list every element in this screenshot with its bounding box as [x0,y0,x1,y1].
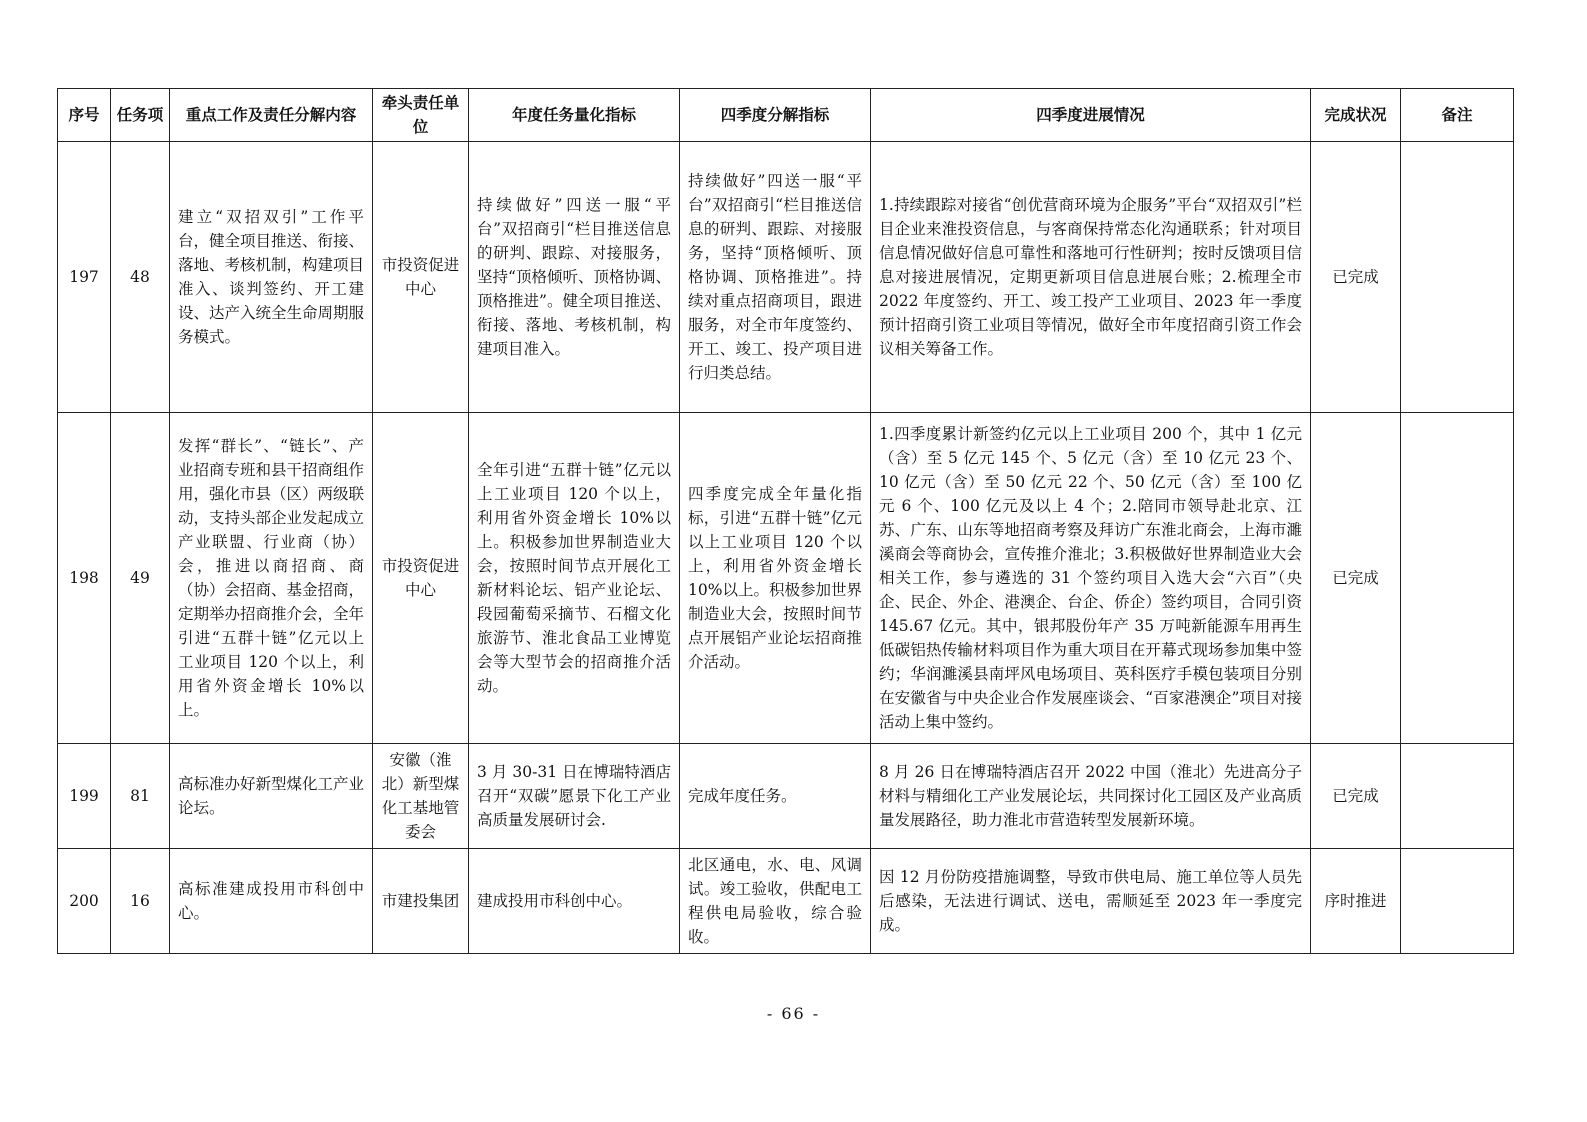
cell-work: 高标准建成投用市科创中心。 [170,849,373,954]
cell-annual: 3 月 30-31 日在博瑞特酒店召开“双碳”愿景下化工产业高质量发展研讨会. [469,744,680,849]
cell-progress: 1.持续跟踪对接省“创优营商环境为企服务”平台“双招双引”栏目企业来淮投资信息，与客商保持常态化沟通联系；针对项目信息情况做好信息可靠性和落地可行性研判；按时反馈项目信息对接进展情况，定期更新项目信息进展台账；2.梳理全市 2022 年度签约、开工、竣工投产工业项目、2023 年一季度预计招商引资工业项目等情况，做好全市年度招商引资工作会议相关筹备工作。 [871,142,1311,413]
cell-status: 已完成 [1311,142,1401,413]
cell-annual: 持续做好”四送一服“平台”双招商引“栏目推送信息的研判、跟踪、对接服务，坚持“顶格倾听、顶格协调、顶格推进”。健全项目推送、衔接、落地、考核机制，构建项目准入。 [469,142,680,413]
cell-status: 已完成 [1311,744,1401,849]
table-row [58,413,1514,744]
header-annual: 年度任务量化指标 [469,89,680,142]
cell-q4: 四季度完成全年量化指标，引进“五群十链”亿元以上工业项目 120 个以上，利用省外资金增长 10%以上。积极参加世界制造业大会，按照时间节点开展铝产业论坛招商推介活动。 [680,413,871,744]
header-work: 重点工作及责任分解内容 [170,89,373,142]
cell-annual: 全年引进“五群十链”亿元以上工业项目 120 个以上，利用省外资金增长 10%以上。积极参加世界制造业大会，按照时间节点开展化工新材料论坛、铝产业论坛、段园葡萄采摘节、石榴文化旅游节、淮北食品工业博览会等大型节会的招商推介活动。 [469,413,680,744]
cell-work: 建立“双招双引”工作平台，健全项目推送、衔接、落地、考核机制，构建项目准入、谈判签约、开工建设、达产入统全生命周期服务模式。 [170,142,373,413]
header-task: 任务项 [111,89,170,142]
cell-note [1401,413,1514,744]
cell-work: 发挥“群长”、“链长”、产业招商专班和县干招商组作用，强化市县（区）两级联动，支持头部企业发起成立产业联盟、行业商（协）会，推进以商招商、商（协）会招商、基金招商，定期举办招商推介会，全年引进“五群十链”亿元以上工业项目 120 个以上，利用省外资金增长 10%以上。 [170,413,373,744]
table-row [58,142,1514,413]
cell-seq: 200 [58,849,111,954]
cell-note [1401,744,1514,849]
cell-q4: 完成年度任务。 [680,744,871,849]
task-progress-table [57,88,1514,954]
cell-q4: 北区通电，水、电、风调试。竣工验收，供配电工程供电局验收，综合验收。 [680,849,871,954]
cell-task: 16 [111,849,170,954]
cell-lead: 安徽（淮北）新型煤化工基地管委会 [373,744,469,849]
header-seq: 序号 [58,89,111,142]
table-row [58,744,1514,849]
cell-status: 已完成 [1311,413,1401,744]
table-header-row [58,89,1514,142]
cell-task: 48 [111,142,170,413]
cell-note [1401,142,1514,413]
page-number: - 66 - [766,1004,821,1023]
table-row [58,849,1514,954]
header-progress: 四季度进展情况 [871,89,1311,142]
cell-task: 81 [111,744,170,849]
cell-q4: 持续做好”四送一服“平台”双招商引“栏目推送信息的研判、跟踪、对接服务，坚持“顶格倾听、顶格协调、顶格推进”。持续对重点招商项目，跟进服务，对全市年度签约、开工、竣工、投产项目进行归类总结。 [680,142,871,413]
cell-seq: 198 [58,413,111,744]
cell-seq: 197 [58,142,111,413]
cell-note [1401,849,1514,954]
cell-status: 序时推进 [1311,849,1401,954]
cell-progress: 1.四季度累计新签约亿元以上工业项目 200 个，其中 1 亿元（含）至 5 亿元 145 个、5 亿元（含）至 10 亿元 23 个、10 亿元（含）至 50 亿元 22 个、50 亿元（含）至 100 亿元 6 个、100 亿元及以上 4 个；2.陪同市领导赴北京、江苏、广东、山东等地招商考察及拜访广东淮北商会，上海市濉溪商会等商协会，宣传推介淮北；3.积极做好世界制造业大会相关工作，参与遴选的 31 个签约项目入选大会“六百”（央企、民企、外企、港澳企、台企、侨企）签约项目，合同引资 145.67 亿元。其中，银邦股份年产 35 万吨新能源车用再生低碳铝热传输材料项目作为重大项目在开幕式现场参加集中签约；华润濉溪县南坪风电场项目、英科医疗手模包装项目分别在安徽省与中央企业合作发展座谈会、“百家港澳企”项目对接活动上集中签约。 [871,413,1311,744]
cell-seq: 199 [58,744,111,849]
header-note: 备注 [1401,89,1514,142]
cell-lead: 市建投集团 [373,849,469,954]
header-lead: 牵头责任单位 [373,89,469,142]
cell-work: 高标准办好新型煤化工产业论坛。 [170,744,373,849]
cell-progress: 因 12 月份防疫措施调整，导致市供电局、施工单位等人员先后感染，无法进行调试、送电，需顺延至 2023 年一季度完成。 [871,849,1311,954]
header-status: 完成状况 [1311,89,1401,142]
cell-annual: 建成投用市科创中心。 [469,849,680,954]
cell-progress: 8 月 26 日在博瑞特酒店召开 2022 中国（淮北）先进高分子材料与精细化工产业发展论坛，共同探讨化工园区及产业高质量发展路径，助力淮北市营造转型发展新环境。 [871,744,1311,849]
cell-lead: 市投资促进中心 [373,413,469,744]
cell-task: 49 [111,413,170,744]
header-q4: 四季度分解指标 [680,89,871,142]
cell-lead: 市投资促进中心 [373,142,469,413]
